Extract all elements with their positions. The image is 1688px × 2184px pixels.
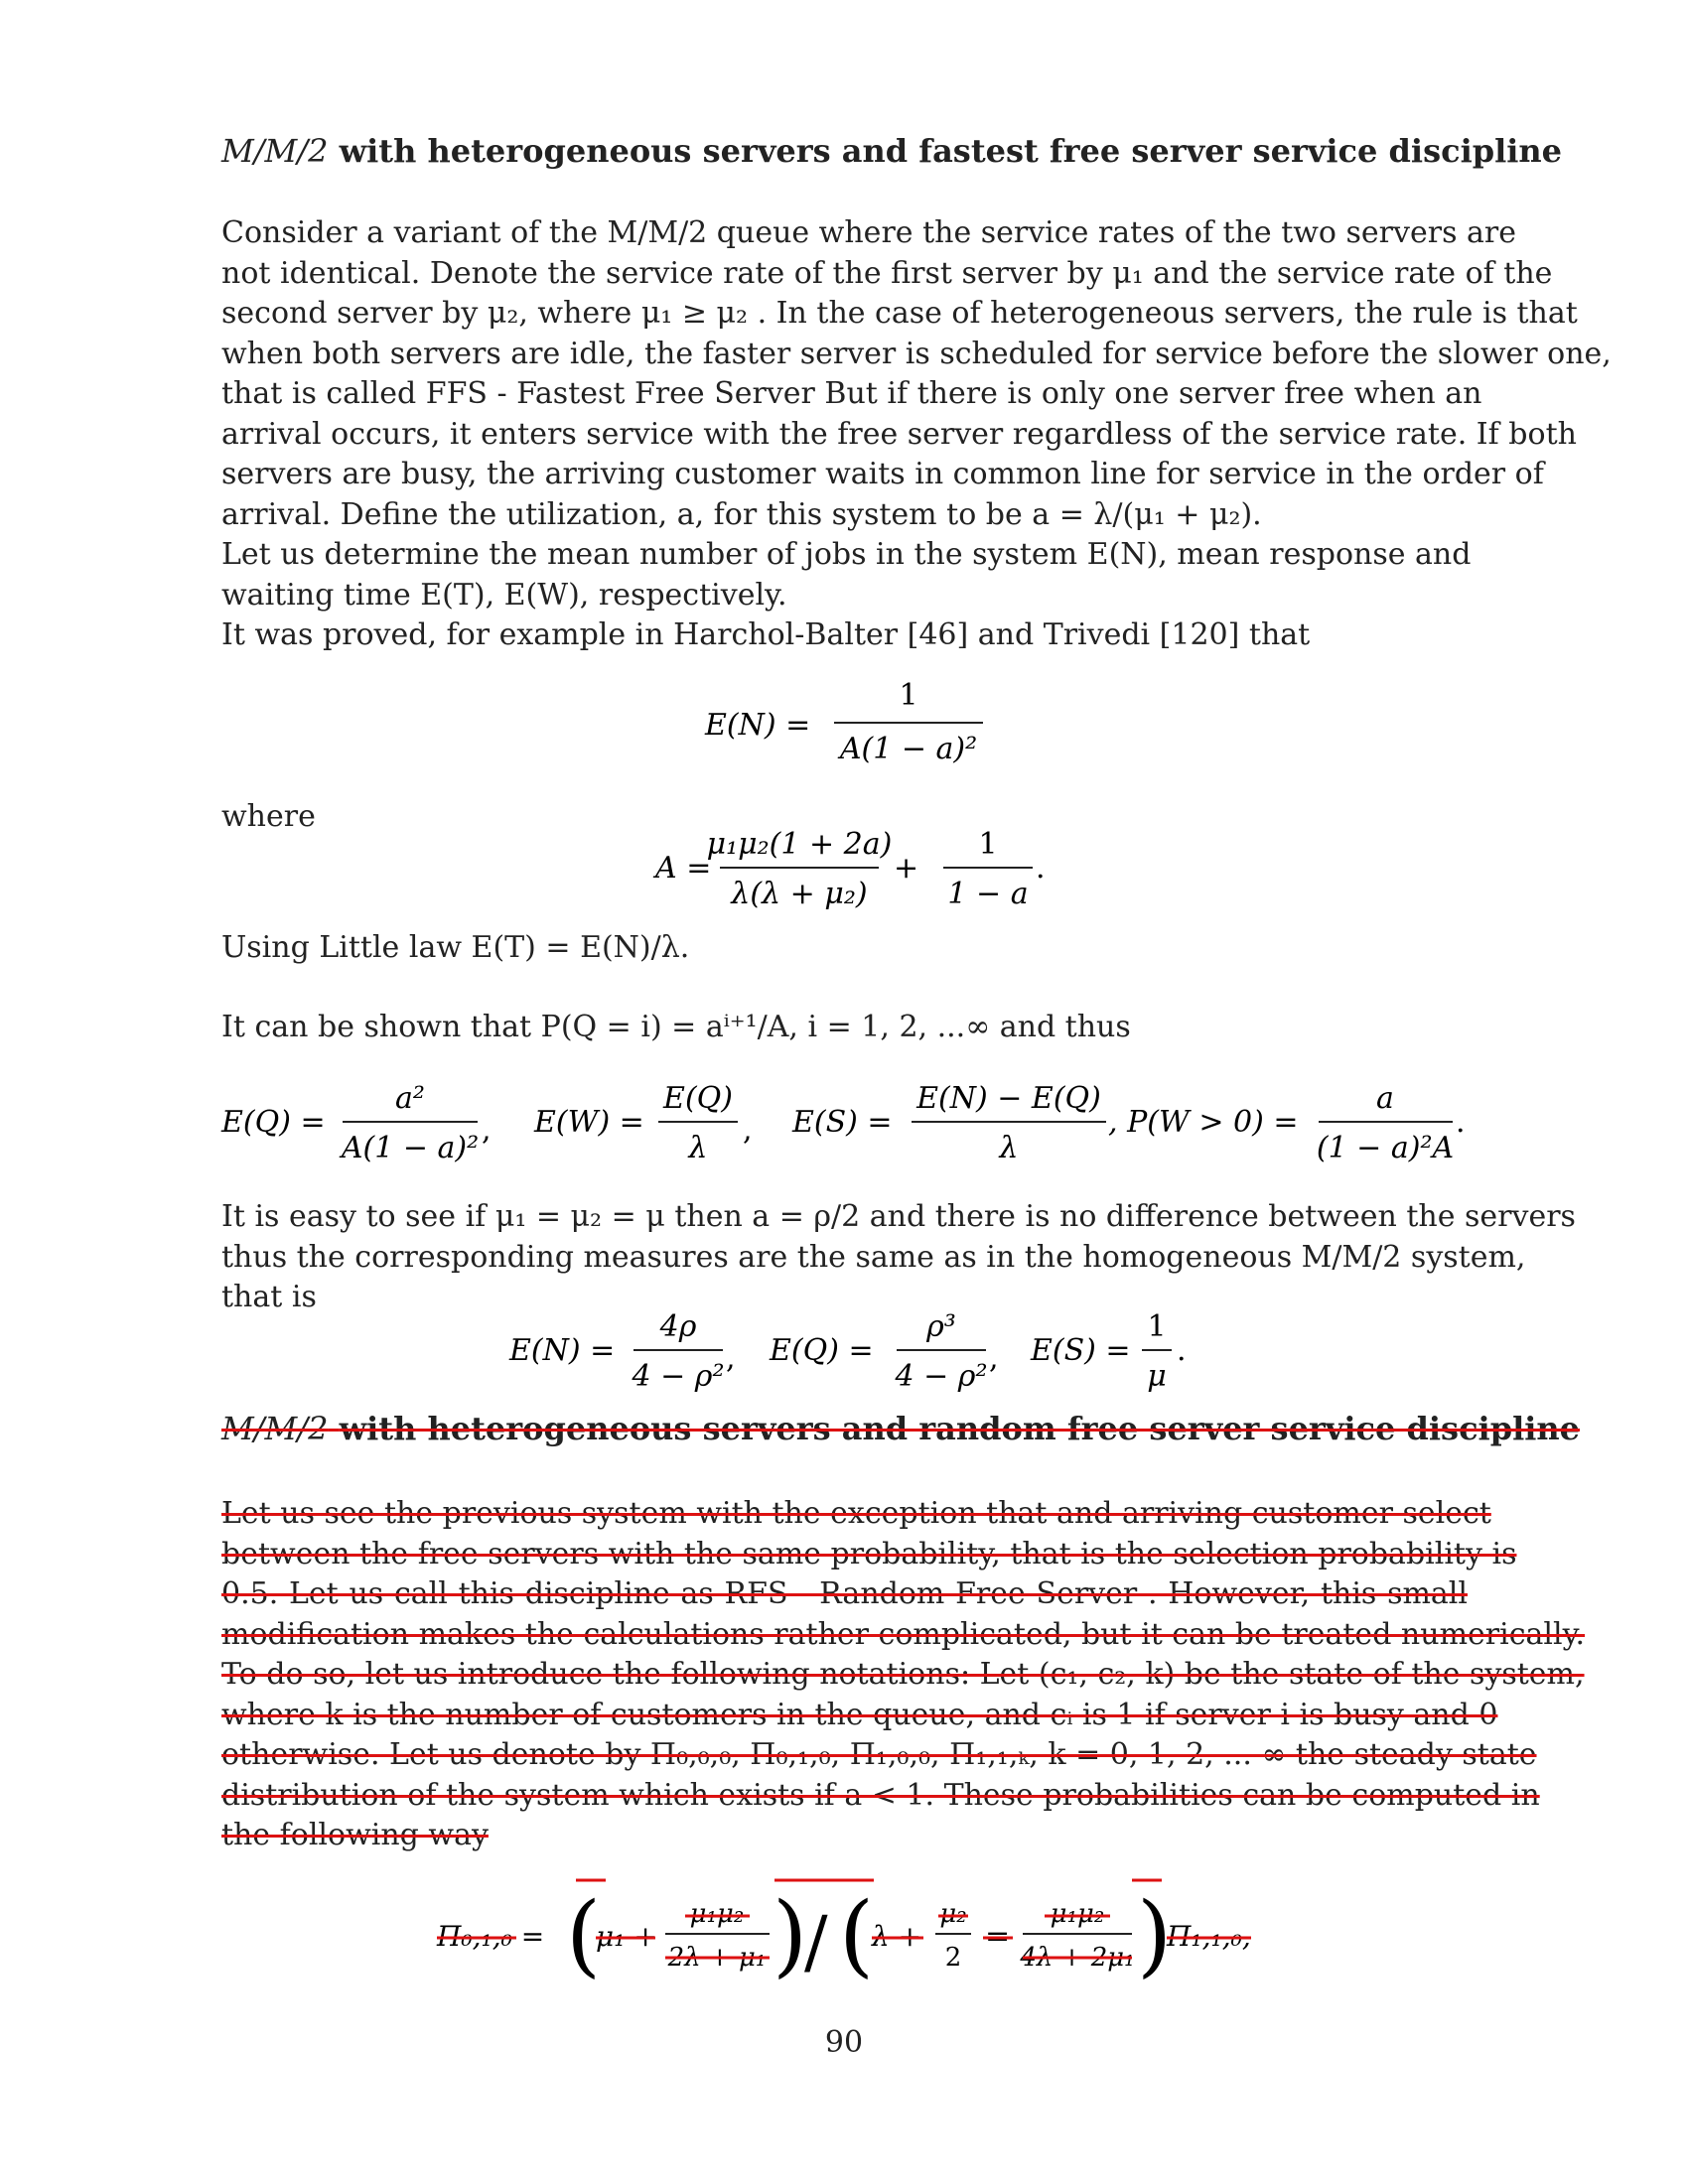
text-line: second server by μ₂, where μ₁ ≥ μ₂ . In the case of heterogeneous servers, the rule is that (221, 296, 1578, 331)
section-title-rfs (221, 1410, 1581, 1447)
eq-hom-ES-den: μ (1147, 1359, 1167, 1394)
eq-pi-rhs: Π₁,₁,₀, (1167, 1920, 1251, 1953)
text-line: arrival. Define the utilization, a, for this system to be a = λ/(μ₁ + μ₂). (221, 496, 1262, 532)
eq-PW-lhs: , P(W > 0) = (1108, 1105, 1299, 1140)
eq-pi-eq: = (985, 1919, 1011, 1954)
eq-hom-EN-num: 4ρ (659, 1309, 697, 1344)
equation-homogeneous-svg (509, 1308, 1204, 1403)
paragraph-intro (221, 213, 1612, 656)
section-title-text: with heterogeneous servers and random free server service discipline (339, 1410, 1581, 1447)
eq-ES-num: E(N) − E(Q) (916, 1081, 1101, 1116)
text-line: Let us see the previous system with the exception that and arriving customer select (221, 1496, 1491, 1531)
eq-plus: + (894, 851, 919, 886)
eq-end: . (1036, 851, 1046, 886)
text-line: not identical. Denote the service rate of the first server by μ₁ and the service rate of the (221, 255, 1553, 291)
eq-EQ-num: a² (395, 1081, 425, 1116)
eq-hom-EQ-den: 4 − ρ² (895, 1359, 988, 1394)
left-paren: ( (566, 1883, 602, 1987)
eq-PW-den: (1 − a)²A (1316, 1131, 1455, 1165)
eq-EW-num: E(Q) (663, 1081, 733, 1116)
eq-den1: λ(λ + μ₂) (731, 877, 868, 911)
eq-ES-lhs: E(S) = (792, 1105, 893, 1140)
svg-text:,: , (989, 1341, 999, 1376)
text-line: distribution of the system which exists if a < 1. These probabilities can be computed in (221, 1777, 1540, 1813)
eq-pi-f1-den: 2λ + μ₁ (667, 1943, 767, 1973)
equation-A-svg (655, 828, 1072, 917)
text-line: that is called FFS - Fastest Free Server But if there is only one server free when an (221, 376, 1482, 411)
text-line: It was proved, for example in Harchol-Balter [46] and Trivedi [120] that (221, 617, 1311, 652)
little-law-text: Using Little law E(T) = E(N)/λ. (221, 930, 690, 965)
equation-pi-svg (437, 1866, 1271, 2005)
text-line: 0.5. Let us call this discipline as RFS - Random Free Server . However, this small (221, 1576, 1468, 1611)
equation-row-svg (221, 1080, 1473, 1174)
text-line: Consider a variant of the M/M/2 queue where the service rates of the two servers are (221, 215, 1516, 250)
eq-ES-den: λ (999, 1131, 1019, 1165)
eq-pi-lhs: Π₀,₁,₀ = (437, 1920, 545, 1953)
paragraph-homogeneous (221, 1197, 1576, 1318)
eq-hom-EN-den: 4 − ρ² (632, 1359, 725, 1394)
svg-text:.: . (1177, 1333, 1187, 1368)
paragraph-rfs (221, 1494, 1586, 1856)
eq-lhs: E(N) = (705, 708, 811, 743)
text-line: servers are busy, the arriving customer waits in common line for service in the order of (221, 457, 1544, 491)
text-line: where k is the number of customers in the queue, and cᵢ is 1 if server i is busy and 0 (221, 1697, 1498, 1732)
right-paren: ) (1137, 1883, 1173, 1987)
equation-homogeneous (509, 1308, 1204, 1411)
eq-lhs: A = (655, 851, 712, 886)
slash: / (804, 1901, 828, 1982)
text-line: To do so, let us introduce the following notations: Let (c₁, c₂, k) be the state of the system, (221, 1657, 1585, 1692)
eq-pi-f3-num: μ₁μ₂ (1050, 1899, 1105, 1929)
eq-hom-EQ-num: ρ³ (926, 1309, 956, 1344)
section-title-math: M/M/2 (221, 1410, 329, 1447)
equation-EN-svg (705, 678, 1003, 766)
text-line: Let us determine the mean number of jobs in the system E(N), mean response and (221, 537, 1472, 572)
eq-EW-den: λ (688, 1131, 708, 1165)
eq-pi-a1: μ₁ + (596, 1920, 657, 1953)
equation-A (655, 828, 1072, 925)
text-line: when both servers are idle, the faster server is scheduled for service before the slower one, (221, 336, 1612, 371)
eq-num: 1 (899, 678, 918, 713)
right-paren: ) (773, 1883, 808, 1987)
svg-text:,: , (482, 1113, 492, 1148)
text-line: It is easy to see if μ₁ = μ₂ = μ then a = ρ/2 and there is no difference between the servers (221, 1199, 1576, 1234)
eq-EQ-lhs: E(Q) = (221, 1105, 326, 1140)
svg-text:.: . (1456, 1105, 1466, 1140)
svg-text:,: , (743, 1113, 753, 1148)
eq-EQ-den: A(1 − a)² (341, 1131, 480, 1165)
left-paren: ( (839, 1883, 875, 1987)
eq-pi-f2-den: 2 (944, 1943, 962, 1973)
little-law-block (221, 928, 1468, 969)
equation-row-measures (221, 1080, 1473, 1182)
eq-den: A(1 − a)² (839, 732, 978, 766)
equation-EN (705, 678, 1003, 772)
eq-hom-ES-num: 1 (1147, 1309, 1167, 1344)
eq-pi-a2: λ + (872, 1920, 922, 1953)
eq-PW-num: a (1376, 1081, 1394, 1116)
text-line: thus the corresponding measures are the same as in the homogeneous M/M/2 system, (221, 1239, 1526, 1275)
text-line: arrival occurs, it enters service with the free server regardless of the service rate. If both (221, 416, 1577, 452)
text-line: the following way (221, 1818, 489, 1852)
text-line: modification makes the calculations rather complicated, but it can be treated numerically. (221, 1616, 1586, 1652)
page-number: 90 (824, 2025, 864, 2060)
section-title-text: with heterogeneous servers and fastest free server service discipline (339, 132, 1563, 170)
text-line: otherwise. Let us denote by Π₀,₀,₀, Π₀,₁,₀, Π₁,₀,₀, Π₁,₁,ₖ, k = 0, 1, 2, ... ∞ the steady state (221, 1737, 1537, 1772)
eq-hom-ES-lhs: E(S) = (1031, 1333, 1131, 1368)
eq-num1: μ₁μ₂(1 + 2a) (706, 827, 893, 862)
svg-text:,: , (726, 1341, 736, 1376)
prob-line-block (221, 1008, 1468, 1048)
text-line: between the free servers with the same probability, that is the selection probability is (221, 1536, 1517, 1571)
eq-hom-EN-lhs: E(N) = (509, 1333, 616, 1368)
section-title-ffs (221, 132, 1563, 170)
eq-pi-f1-num: μ₁μ₂ (689, 1899, 745, 1929)
eq-EW-lhs: E(W) = (534, 1105, 644, 1140)
eq-hom-EQ-lhs: E(Q) = (770, 1333, 874, 1368)
eq-pi-f3-den: 4λ + 2μ₁ (1020, 1943, 1135, 1973)
eq-den2: 1 − a (947, 877, 1029, 911)
prob-line-text: It can be shown that P(Q = i) = aⁱ⁺¹/A, i = 1, 2, ...∞ and thus (221, 1010, 1131, 1044)
text-line: that is (221, 1280, 317, 1314)
eq-pi-f2-num: μ₂ (939, 1899, 967, 1929)
where-label: where (221, 799, 316, 834)
eq-num2: 1 (978, 827, 998, 862)
equation-pi (437, 1866, 1271, 2013)
text-line: waiting time E(T), E(W), respectively. (221, 577, 787, 613)
section-title-math: M/M/2 (221, 132, 329, 170)
